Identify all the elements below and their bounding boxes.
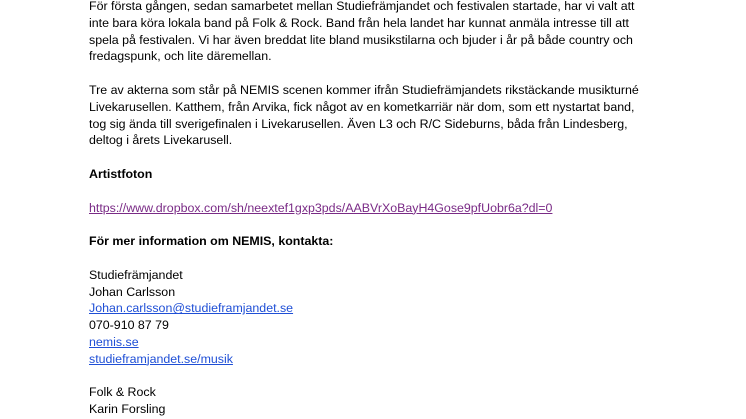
studiefr-org: Studiefrämjandet — [89, 267, 183, 282]
artist-photos-section — [89, 166, 729, 183]
nemis-line-3: tog sig ända till sverigefinalen i Livekarusellen. Även L3 och R/C Sideburns, båda från Lindesberg, — [89, 116, 628, 131]
spacer — [89, 149, 729, 166]
spacer — [89, 183, 729, 200]
folkrock-contact-name: Karin Forsling — [89, 402, 166, 417]
dropbox-link[interactable]: https://www.dropbox.com/sh/neextef1gxp3pds/AABVrXoBayH4Gose9pfUobr6a?dl=0 — [89, 200, 553, 215]
intro-paragraph — [89, 0, 729, 65]
spacer — [89, 250, 729, 267]
spacer — [89, 368, 729, 385]
artist-photos-link-row — [89, 200, 729, 217]
nemis-site-link[interactable]: nemis.se — [89, 334, 139, 349]
studiefr-contact-name: Johan Carlsson — [89, 284, 176, 299]
contact-heading-row — [89, 233, 729, 250]
intro-line-1: För första gången, sedan samarbetet mellan Studiefrämjandet och festivalen startade, har vi valt att — [89, 0, 635, 13]
folkrock-org: Folk & Rock — [89, 385, 156, 400]
artist-photos-heading: Artistfoton — [89, 166, 153, 181]
intro-line-4: fredagspunk, och lite däremellan. — [89, 49, 272, 64]
studiefr-contact-block — [89, 267, 729, 368]
studiefr-music-link[interactable]: studieframjandet.se/musik — [89, 351, 233, 366]
document-page — [89, 0, 729, 418]
intro-line-3: spela på festivalen. Vi har även breddat lite bland musikstilarna och bjuder i år på både country och — [89, 32, 633, 47]
contact-heading: För mer information om NEMIS, kontakta: — [89, 234, 334, 249]
studiefr-phone: 070-910 87 79 — [89, 318, 169, 333]
nemis-line-2: Livekarusellen. Katthem, från Arvika, fick något av en kometkarriär när dom, som ett nystartat band, — [89, 99, 635, 114]
studiefr-email-link[interactable]: Johan.carlsson@studieframjandet.se — [89, 301, 294, 316]
nemis-paragraph — [89, 82, 729, 149]
folkrock-contact-block — [89, 384, 729, 418]
spacer — [89, 216, 729, 233]
intro-line-2: inte bara köra lokala band på Folk & Rock. Band från hela landet har kunnat anmäla intresse till att — [89, 15, 629, 30]
nemis-line-4: deltog i årets Livekarusell. — [89, 133, 233, 148]
nemis-line-1: Tre av akterna som står på NEMIS scenen kommer ifrån Studiefrämjandets rikstäckande musikturné — [89, 82, 639, 97]
spacer — [89, 65, 729, 82]
